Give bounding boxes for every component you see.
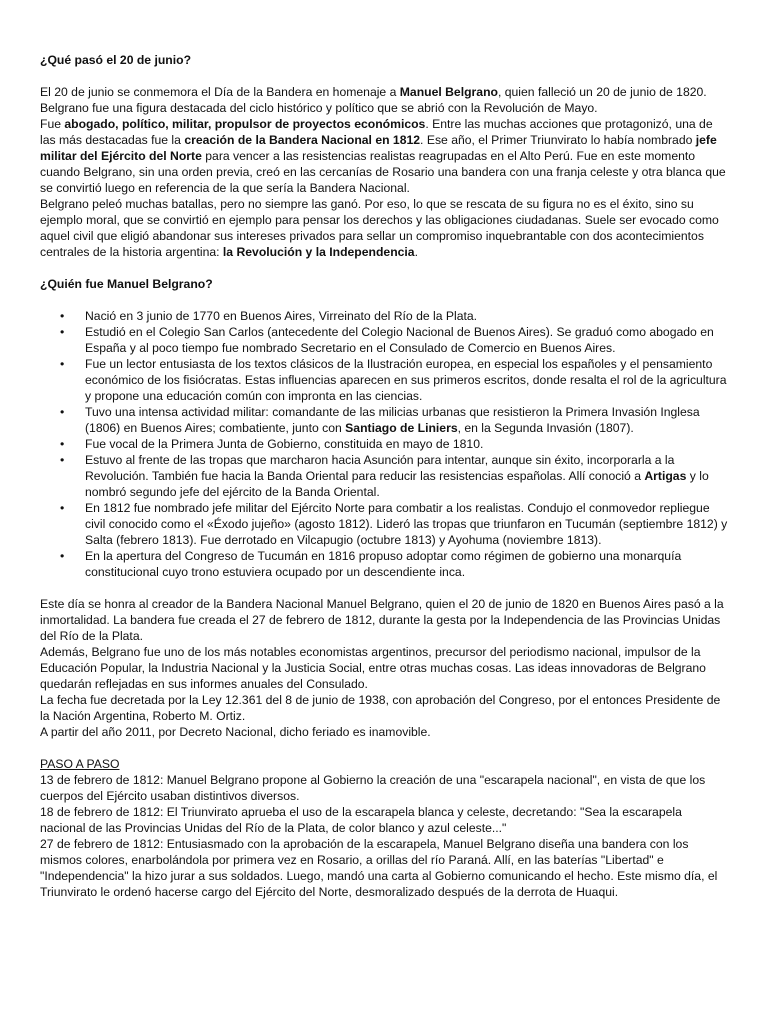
text-run: para vencer a las resistencias realistas reagrupadas en el Alto Perú. Fue en este momento cuando Belgrano, sin una orden previa, creó en las cercanías de Rosario una bandera con una franja celeste y otra blanca que se convirtió luego en referencia de la que sería la Bandera Nacional.	[40, 149, 726, 195]
list-item	[60, 452, 728, 500]
paragraph-13-febrero: 13 de febrero de 1812: Manuel Belgrano propone al Gobierno la creación de una "escarapela nacional", en vista de que los cuerpos del Ejército usaban distintivos diversos.	[40, 773, 706, 803]
text-run: Belgrano peleó muchas batallas, pero no siempre las ganó. Por eso, lo que se rescata de su figura no es el éxito, sino su ejemplo moral, que se convirtió en ejemplo para pensar los derechos y las obligaciones ciudadanas. Suele ser evocado como aquel civil que eligió abandonar sus intereses privados para sellar un compromiso inquebrantable con dos acontecimientos centrales de la historia argentina:	[40, 197, 719, 259]
homage-section	[40, 596, 728, 740]
text-run: y lo nombró segundo jefe del ejército de la Banda Oriental.	[85, 469, 709, 499]
step-by-step-section	[40, 756, 728, 900]
list-item	[60, 356, 728, 404]
paragraph-belgrano-homenaje	[40, 84, 728, 116]
section-title-quien-fue: ¿Quién fue Manuel Belgrano?	[40, 277, 213, 291]
paragraph-economista: Además, Belgrano fue uno de los más notables economistas argentinos, precursor del periodismo nacional, impulsor de la Educación Popular, la Industria Nacional y la Justicia Social, entre otras muchas cosas. Las ideas innovadoras de Belgrano quedarán reflejadas en sus informes anuales del Consulado.	[40, 645, 706, 691]
biography-list	[40, 308, 728, 580]
text-run: Fue un lector entusiasta de los textos clásicos de la Ilustración europea, en especial los españoles y el pensamiento económico de los fisiócratas. Estas influencias aparecen en sus primeros escritos, donde resalta el rol de la agricultura y propone una educación común con impronta en las ciencias.	[85, 357, 727, 403]
section-title-paso-a-paso: PASO A PASO	[40, 757, 120, 771]
text-run: Fue vocal de la Primera Junta de Gobierno, constituida en mayo de 1810.	[85, 437, 484, 451]
bullet-icon: •	[60, 501, 65, 515]
bold-text-run: abogado, político, militar, propulsor de proyectos económicos	[64, 117, 426, 131]
text-run: . Entre las muchas acciones que protagonizó, una de las más destacadas fue la	[40, 117, 713, 147]
text-run: , en la Segunda Invasión (1807).	[457, 421, 634, 435]
list-item	[60, 548, 728, 580]
text-run: . Ese año, el Primer Triunvirato lo había nombrado	[420, 133, 696, 147]
paragraph-feriado: A partir del año 2011, por Decreto Nacional, dicho feriado es inamovible.	[40, 725, 431, 739]
paragraph-homenaje: Este día se honra al creador de la Bandera Nacional Manuel Belgrano, quien el 20 de junio de 1820 en Buenos Aires pasó a la inmortalidad. La bandera fue creada el 27 de febrero de 1812, durante la gesta por la Independencia de las Provincias Unidas del Río de la Plata.	[40, 597, 724, 643]
section-title-20-junio: ¿Qué pasó el 20 de junio?	[40, 53, 192, 67]
list-item	[60, 436, 728, 452]
text-run: Fue	[40, 117, 65, 131]
list-item	[60, 500, 728, 548]
text-run: Nació en 3 junio de 1770 en Buenos Aires, Virreinato del Río de la Plata.	[85, 309, 478, 323]
paragraph-27-febrero: 27 de febrero de 1812: Entusiasmado con la aprobación de la escarapela, Manuel Belgrano diseña una bandera con los mismos colores, enarbolándola por primera vez en Rosario, a orillas del río Paraná. Allí, en las baterías "Libertad" e "Independencia" la hizo jurar a sus soldados. Luego, mandó una carta al Gobierno comunicando el hecho. Este mismo día, el Triunvirato le ordenó hacerse cargo del Ejército del Norte, desmoralizado después de la derrota de Huaqui.	[40, 837, 718, 899]
text-run: El 20 de junio se conmemora el Día de la Bandera en homenaje a	[40, 85, 400, 99]
bold-text-run: Manuel Belgrano	[399, 85, 498, 99]
bullet-icon: •	[60, 309, 65, 323]
text-run: .	[414, 245, 418, 259]
text-run: En 1812 fue nombrado jefe militar del Ejército Norte para combatir a los realistas. Condujo el conmovedor repliegue civil conocido como el «Éxodo jujeño» (agosto 1812). Lideró las tropas que triunfaron en Tucumán (septiembre 1812) y Salta (febrero 1813). Fue derrotado en Vilcapugio (octubre 1813) y Ayohuma (noviembre 1813).	[85, 501, 728, 547]
bold-text-run: la Revolución y la Independencia	[222, 245, 415, 259]
text-run: Estuvo al frente de las tropas que marcharon hacia Asunción para intentar, aunque sin éxito, incorporarla a la Revolución. También fue hacia la Banda Oriental para reducir las resistencias españolas. Allí conoció a	[85, 453, 675, 483]
paragraph-18-febrero: 18 de febrero de 1812: El Triunvirato aprueba el uso de la escarapela blanca y celeste, decretando: "Sea la escarapela nacional de las Provincias Unidas del Río de la Plata, de color blanco y azul celeste..."	[40, 805, 682, 835]
text-run: , quien falleció un 20 de junio de 1820. Belgrano fue una figura destacada del ciclo histórico y político que se abrió con la Revolución de Mayo.	[40, 85, 707, 115]
bold-text-run: Santiago de Liniers	[345, 421, 458, 435]
bullet-icon: •	[60, 405, 65, 419]
bold-text-run: creación de la Bandera Nacional en 1812	[184, 133, 421, 147]
list-item	[60, 404, 728, 436]
bullet-icon: •	[60, 357, 65, 371]
paragraph-ley: La fecha fue decretada por la Ley 12.361 del 8 de junio de 1938, con aprobación del Congreso, por el entonces Presidente de la Nación Argentina, Roberto M. Ortiz.	[40, 693, 721, 723]
bold-text-run: Artigas	[644, 469, 687, 483]
list-item	[60, 324, 728, 356]
bullet-icon: •	[60, 437, 65, 451]
text-run: En la apertura del Congreso de Tucumán en 1816 propuso adoptar como régimen de gobierno una monarquía constitucional cuyo trono estuviera ocupado por un descendiente inca.	[85, 549, 682, 579]
text-run: Tuvo una intensa actividad militar: comandante de las milicias urbanas que resistieron la Primera Invasión Inglesa (1806) en Buenos Aires; combatiente, junto con	[85, 405, 700, 435]
paragraph-belgrano-acciones	[40, 116, 728, 196]
intro-section	[40, 84, 728, 260]
paragraph-belgrano-batallas	[40, 196, 728, 260]
text-run: Estudió en el Colegio San Carlos (antecedente del Colegio Nacional de Buenos Aires). Se graduó como abogado en España y al poco tiempo fue nombrado Secretario en el Consulado de Comercio en Buenos Aires.	[85, 325, 714, 355]
bullet-icon: •	[60, 549, 65, 563]
bold-text-run: jefe militar del Ejército del Norte	[40, 133, 717, 163]
bullet-icon: •	[60, 453, 65, 467]
list-item	[60, 308, 728, 324]
bullet-icon: •	[60, 325, 65, 339]
